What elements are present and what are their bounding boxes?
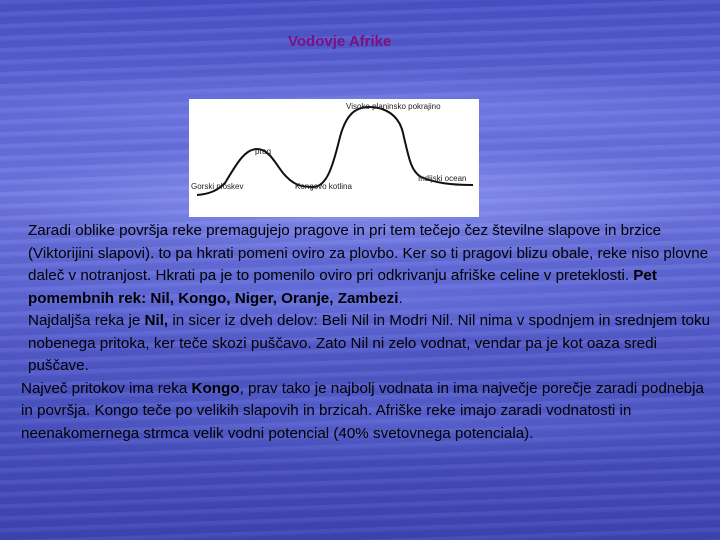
label-top-text: Visoko planinsko pokrajino	[346, 102, 441, 111]
label-threshold: prag	[255, 147, 272, 156]
label-ocean: Indijski ocean	[418, 174, 467, 183]
paragraph-1-text: Zaradi oblike površja reke premagujejo pragove in pri tem tečejo čez številne slapove in brzice (Viktorijini slapovi). to pa hkrati pomeni oviro za plovbo. Ker so ti pragovi blizu obale, reke niso plovne daleč v notranjost. Hkrati pa je to pomenilo oviro pri odkrivanju afriške celine v preteklosti.	[28, 222, 709, 284]
label-top	[346, 102, 441, 111]
paragraph-3-bold: Kongo	[191, 379, 240, 397]
relief-profile-diagram	[189, 99, 479, 217]
paragraph-3-end: , prav tako je najbolj vodnata in ima največje porečje zaradi podnebja in površja. Kongo teče po velikih slapovih in brzicah. Afriške reke imajo zaradi vodnatosti in neenakomernega strmca velik vodni potencial (40% svetovnega potenciala).	[21, 379, 704, 442]
relief-profile-svg	[189, 99, 479, 217]
slide-title: Vodovje Afrike	[288, 33, 392, 50]
paragraph-2-text: Najdaljša reka je	[28, 312, 145, 329]
paragraph-2	[21, 310, 711, 378]
label-left: Gorski ploskev	[191, 182, 244, 191]
body-text	[21, 220, 711, 445]
paragraph-2-bold: Nil,	[144, 312, 169, 329]
paragraph-3	[21, 378, 711, 446]
paragraph-1-end: .	[398, 289, 403, 307]
paragraph-2-end: in sicer iz dveh delov: Beli Nil in Modri Nil. Nil nima v spodnjem in srednjem toku nobenega pritoka, ker teče skozi puščavo. Zato Nil ni zelo vodnat, vendar pa je kot oaza sredi puščave.	[28, 312, 711, 374]
paragraph-1-bold: Pet pomembnih rek: Nil, Kongo, Niger, Oranje, Zambezi	[28, 267, 657, 307]
label-bottom: Kongovo kotlina	[295, 182, 352, 191]
paragraph-3-text: Največ pritokov ima reka	[21, 379, 192, 397]
paragraph-1	[21, 220, 711, 310]
